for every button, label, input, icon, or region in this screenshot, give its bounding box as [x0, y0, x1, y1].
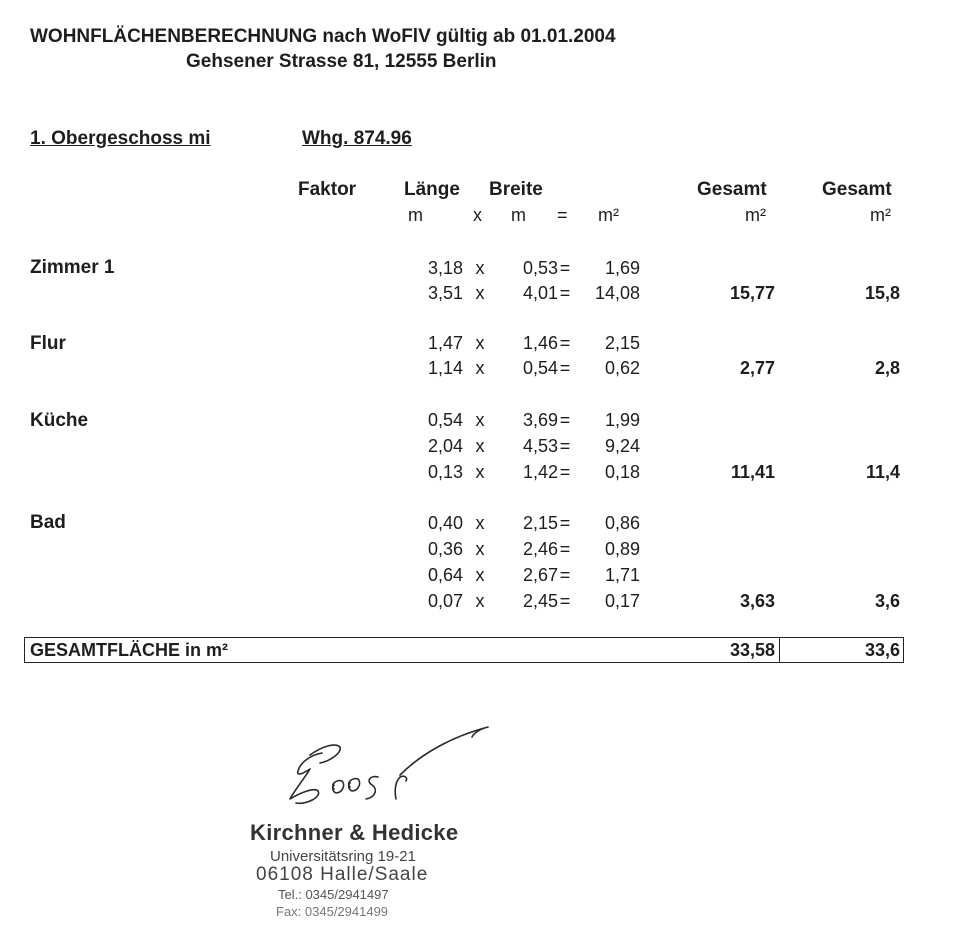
area-value: 0,89 — [604, 539, 640, 559]
equals-sign: = — [559, 539, 571, 559]
col-laenge: Länge — [404, 179, 460, 200]
handwritten-signature — [270, 715, 510, 815]
unit-m-laenge: m — [408, 205, 423, 225]
times-sign: x — [475, 513, 485, 533]
times-sign: x — [475, 591, 485, 611]
width-value: 4,01 — [522, 283, 558, 303]
room-total-rounded: 11,4 — [865, 462, 900, 482]
width-value: 1,46 — [522, 333, 558, 353]
room-total-rounded: 3,6 — [874, 591, 900, 611]
times-sign: x — [475, 283, 485, 303]
room-total: 2,77 — [739, 358, 775, 378]
times-sign: x — [475, 539, 485, 559]
length-value: 0,64 — [427, 565, 463, 585]
equals-sign: = — [559, 565, 571, 585]
floor-label: 1. Obergeschoss mi — [30, 128, 211, 149]
room-total: 3,63 — [739, 591, 775, 611]
total-row-divider — [779, 637, 780, 663]
equals-sign: = — [559, 591, 571, 611]
width-value: 0,53 — [522, 258, 558, 278]
property-address: Gehsener Strasse 81, 12555 Berlin — [186, 51, 497, 72]
equals-sign: = — [559, 258, 571, 278]
document-title: WOHNFLÄCHENBERECHNUNG nach WoFlV gültig ab 01.01.2004 — [30, 26, 616, 47]
equals-sign: = — [559, 436, 571, 456]
equals-sign: = — [559, 333, 571, 353]
length-value: 0,36 — [427, 539, 463, 559]
room-total: 15,77 — [729, 283, 775, 303]
room-total: 11,41 — [730, 462, 775, 482]
area-value: 0,17 — [604, 591, 640, 611]
width-value: 2,67 — [522, 565, 558, 585]
company-street: Universitätsring 19-21 — [270, 848, 416, 865]
width-value: 3,69 — [522, 410, 558, 430]
unit-number: Whg. 874.96 — [302, 128, 412, 149]
unit-m-breite: m — [511, 205, 526, 225]
unit-times: x — [473, 205, 482, 225]
times-sign: x — [475, 333, 485, 353]
area-value: 1,71 — [604, 565, 640, 585]
area-value: 0,18 — [604, 462, 640, 482]
col-gesamt-exact: Gesamt — [697, 179, 767, 200]
width-value: 1,42 — [522, 462, 558, 482]
equals-sign: = — [559, 462, 571, 482]
area-value: 2,15 — [604, 333, 640, 353]
times-sign: x — [475, 358, 485, 378]
length-value: 3,51 — [427, 283, 463, 303]
length-value: 2,04 — [427, 436, 463, 456]
col-gesamt-rounded: Gesamt — [822, 179, 892, 200]
col-faktor: Faktor — [298, 179, 357, 200]
length-value: 0,13 — [427, 462, 463, 482]
area-value: 0,62 — [604, 358, 640, 378]
col-breite: Breite — [489, 179, 543, 200]
area-value: 0,86 — [604, 513, 640, 533]
times-sign: x — [475, 462, 485, 482]
equals-sign: = — [559, 410, 571, 430]
total-label: GESAMTFLÄCHE in m² — [30, 640, 228, 660]
length-value: 1,47 — [427, 333, 463, 353]
company-city: 06108 Halle/Saale — [256, 864, 429, 885]
times-sign: x — [475, 436, 485, 456]
area-value: 9,24 — [604, 436, 640, 456]
length-value: 0,07 — [427, 591, 463, 611]
width-value: 0,54 — [522, 358, 558, 378]
room-name: Zimmer 1 — [30, 257, 115, 278]
unit-m2-gesamt-exact: m² — [745, 205, 766, 225]
length-value: 1,14 — [427, 358, 463, 378]
total-value: 33,58 — [729, 640, 775, 660]
width-value: 4,53 — [522, 436, 558, 456]
company-phone: Tel.: 0345/2941497 — [278, 887, 389, 902]
unit-m2-gesamt-rounded: m² — [870, 205, 891, 225]
area-value: 1,69 — [604, 258, 640, 278]
room-name: Flur — [30, 333, 66, 354]
unit-equals: = — [557, 205, 568, 225]
total-value-rounded: 33,6 — [864, 640, 900, 660]
room-name: Küche — [30, 410, 89, 431]
area-value: 14,08 — [594, 283, 640, 303]
room-name: Bad — [30, 512, 66, 533]
company-fax: Fax: 0345/2941499 — [276, 904, 389, 919]
equals-sign: = — [559, 283, 571, 303]
room-total-rounded: 15,8 — [864, 283, 900, 303]
times-sign: x — [475, 565, 485, 585]
room-total-rounded: 2,8 — [874, 358, 900, 378]
equals-sign: = — [559, 513, 571, 533]
length-value: 0,40 — [427, 513, 463, 533]
company-name: Kirchner & Hedicke — [250, 820, 459, 845]
length-value: 3,18 — [427, 258, 463, 278]
equals-sign: = — [559, 358, 571, 378]
times-sign: x — [475, 258, 485, 278]
length-value: 0,54 — [427, 410, 463, 430]
unit-m2-result: m² — [598, 205, 619, 225]
width-value: 2,45 — [522, 591, 558, 611]
width-value: 2,46 — [522, 539, 558, 559]
area-value: 1,99 — [604, 410, 640, 430]
times-sign: x — [475, 410, 485, 430]
width-value: 2,15 — [522, 513, 558, 533]
